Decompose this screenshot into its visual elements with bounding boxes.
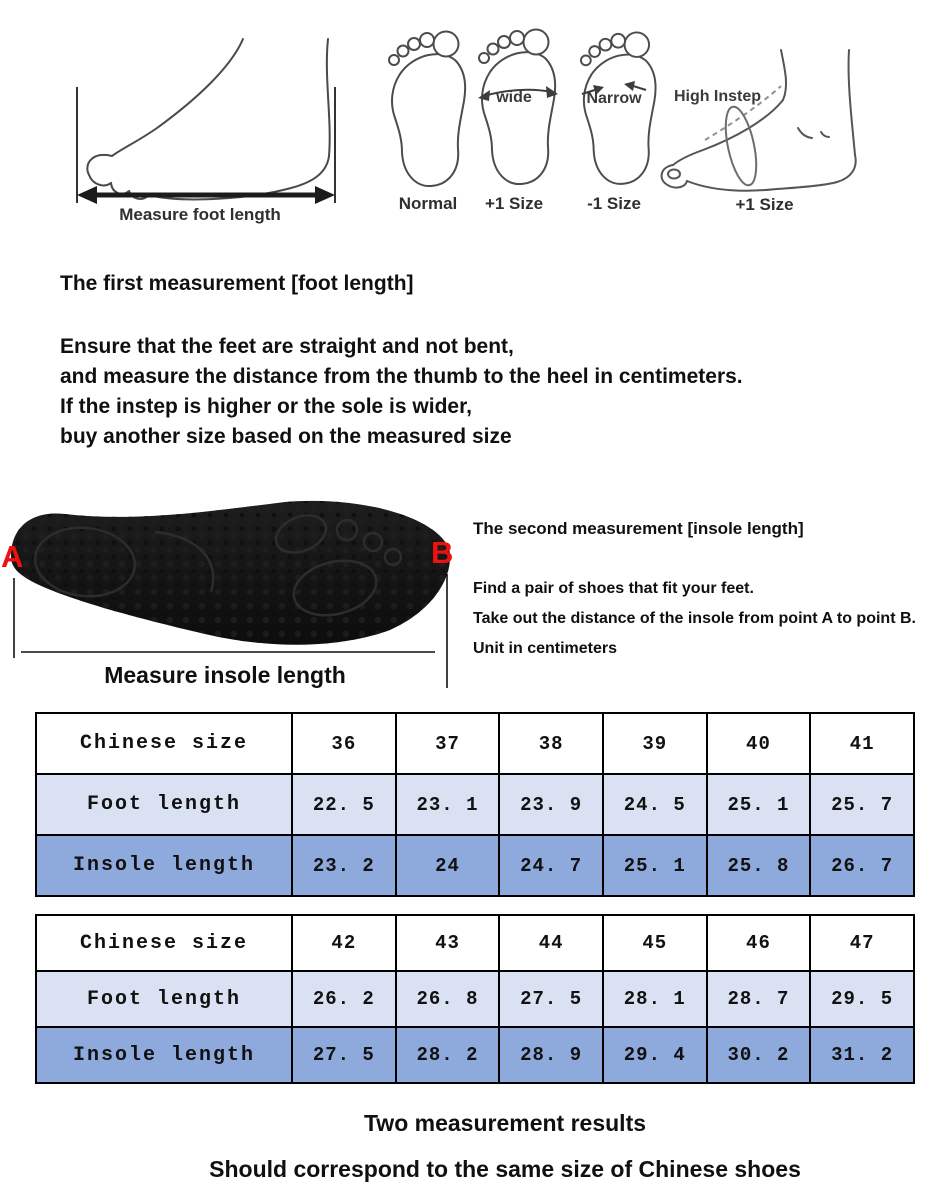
size-value-cell: 28. 9	[499, 1027, 603, 1083]
size-value-cell: 26. 7	[810, 835, 914, 896]
size-value-cell: 38	[499, 713, 603, 774]
first-measurement-title: The first measurement [foot length]	[60, 272, 414, 295]
row-header-cell: Chinese size	[36, 915, 292, 971]
size-value-cell: 40	[707, 713, 811, 774]
wide-annotation: wide	[496, 89, 532, 106]
paragraph-line: and measure the distance from the thumb to the heel in centimeters.	[60, 365, 743, 388]
size-value-cell: 29. 5	[810, 971, 914, 1027]
first-measurement-paragraph	[60, 332, 743, 452]
second-measurement-line: Find a pair of shoes that fit your feet.	[473, 580, 754, 597]
high-instep-label: High Instep	[673, 88, 762, 105]
instep-size-label: +1 Size	[735, 195, 794, 214]
row-header-cell: Foot length	[36, 971, 292, 1027]
size-table-42-47	[35, 914, 915, 1084]
row-header-cell: Foot length	[36, 774, 292, 835]
size-value-cell: 47	[810, 915, 914, 971]
paragraph-line: buy another size based on the measured size	[60, 425, 512, 448]
high-instep-diagram	[655, 42, 890, 200]
narrow-annotation: Narrow	[586, 90, 642, 107]
insole-shape	[11, 501, 450, 645]
foot-side-diagram	[55, 25, 345, 207]
table-row	[36, 713, 914, 774]
size-value-cell: 26. 8	[396, 971, 500, 1027]
footprint-narrow-label: -1 Size	[587, 194, 641, 213]
footprint-normal	[389, 32, 465, 187]
paragraph-line: Ensure that the feet are straight and not bent,	[60, 335, 514, 358]
size-table-36-41	[35, 712, 915, 897]
table-row	[36, 971, 914, 1027]
footprints-diagram	[380, 24, 665, 192]
size-value-cell: 41	[810, 713, 914, 774]
size-value-cell: 43	[396, 915, 500, 971]
size-value-cell: 25. 1	[603, 835, 707, 896]
size-value-cell: 42	[292, 915, 396, 971]
size-value-cell: 37	[396, 713, 500, 774]
table-row	[36, 915, 914, 971]
size-value-cell: 25. 8	[707, 835, 811, 896]
size-value-cell: 30. 2	[707, 1027, 811, 1083]
size-value-cell: 25. 1	[707, 774, 811, 835]
footprint-narrow	[581, 32, 656, 183]
second-measurement-title: The second measurement [insole length]	[473, 519, 804, 538]
foot-outline	[87, 39, 329, 199]
size-value-cell: 29. 4	[603, 1027, 707, 1083]
footer-line-2: Should correspond to the same size of Chinese shoes	[209, 1156, 801, 1182]
double-arrow	[77, 186, 335, 204]
size-value-cell: 39	[603, 713, 707, 774]
size-value-cell: 28. 1	[603, 971, 707, 1027]
instep-girth-band	[720, 104, 762, 188]
table-row	[36, 1027, 914, 1083]
size-value-cell: 26. 2	[292, 971, 396, 1027]
size-value-cell: 23. 9	[499, 774, 603, 835]
row-header-cell: Chinese size	[36, 713, 292, 774]
second-measurement-line: Unit in centimeters	[473, 640, 618, 657]
size-value-cell: 36	[292, 713, 396, 774]
footprint-wide-label: +1 Size	[484, 194, 544, 213]
size-value-cell: 28. 2	[396, 1027, 500, 1083]
size-value-cell: 23. 2	[292, 835, 396, 896]
row-header-cell: Insole length	[36, 835, 292, 896]
size-value-cell: 44	[499, 915, 603, 971]
size-value-cell: 31. 2	[810, 1027, 914, 1083]
size-value-cell: 27. 5	[499, 971, 603, 1027]
table-row	[36, 835, 914, 896]
size-value-cell: 25. 7	[810, 774, 914, 835]
table-row	[36, 774, 914, 835]
footprint-normal-label: Normal	[398, 194, 458, 213]
size-value-cell: 27. 5	[292, 1027, 396, 1083]
insole-caption: Measure insole length	[104, 662, 346, 688]
second-measurement-line: Take out the distance of the insole from point A to point B.	[473, 610, 916, 627]
paragraph-line: If the instep is higher or the sole is wider,	[60, 395, 472, 418]
footer-line-1: Two measurement results	[363, 1110, 647, 1136]
size-value-cell: 46	[707, 915, 811, 971]
size-value-cell: 24. 7	[499, 835, 603, 896]
size-value-cell: 45	[603, 915, 707, 971]
point-a-label: A	[1, 539, 24, 574]
row-header-cell: Insole length	[36, 1027, 292, 1083]
size-value-cell: 28. 7	[707, 971, 811, 1027]
size-value-cell: 24	[396, 835, 500, 896]
insole-photo	[5, 490, 457, 690]
point-b-label: B	[431, 535, 454, 570]
size-value-cell: 23. 1	[396, 774, 500, 835]
foot-length-caption: Measure foot length	[119, 205, 281, 224]
size-value-cell: 22. 5	[292, 774, 396, 835]
instep-foot-outline	[662, 50, 856, 191]
size-value-cell: 24. 5	[603, 774, 707, 835]
